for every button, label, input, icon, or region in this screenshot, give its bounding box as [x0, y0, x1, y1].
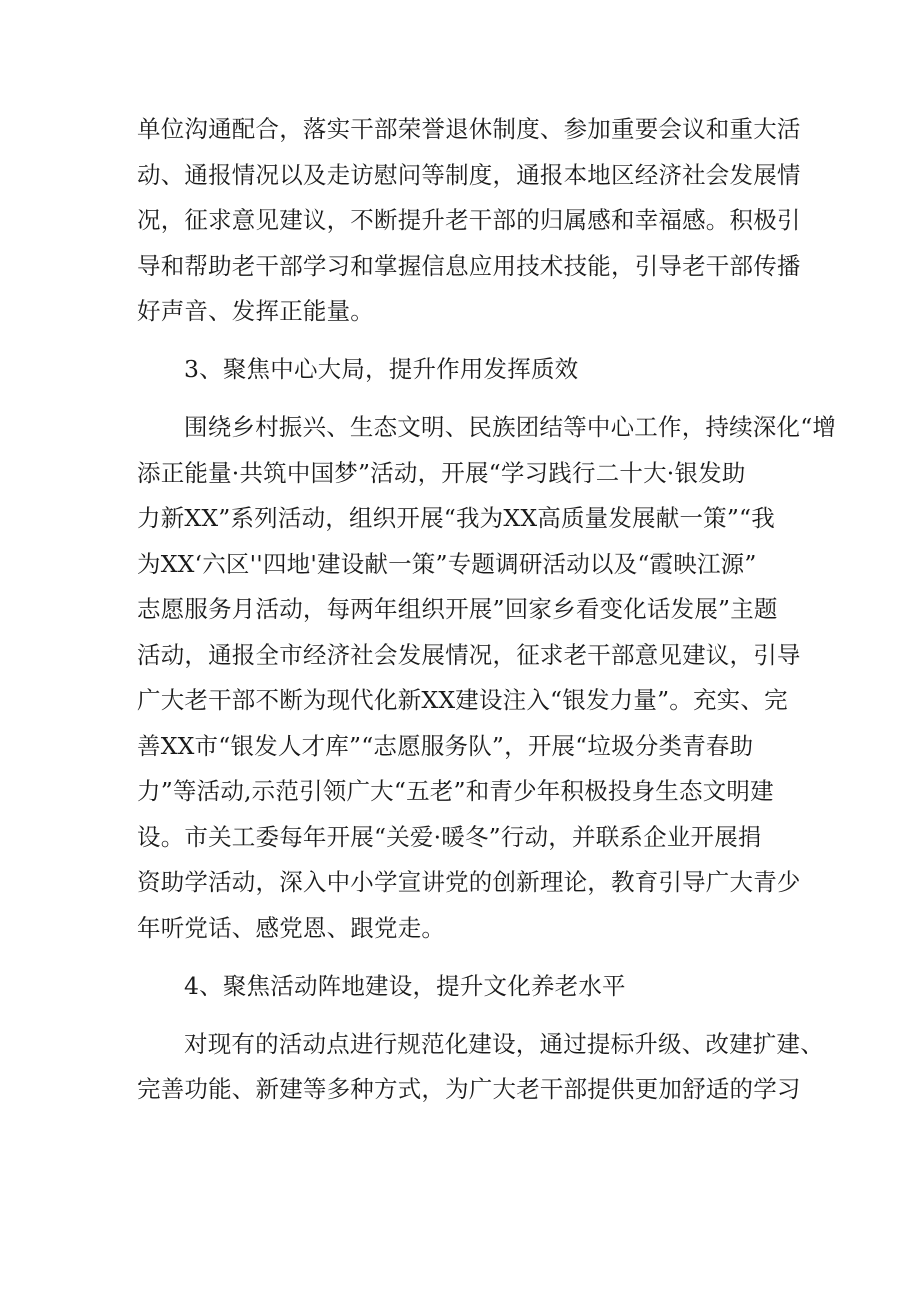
paragraph-line: 单位沟通配合，落实干部荣誉退休制度、参加重要会议和重大活: [137, 115, 801, 143]
paragraph-1: [137, 112, 801, 328]
paragraph-line: 动、通报情况以及走访慰问等制度，通报本地区经济社会发展情: [137, 160, 801, 189]
paragraph-line: 善XX市“银发人才库”“志愿服务队”，开展“垃圾分类青春助: [137, 731, 754, 760]
paragraph-line: 况，征求意见建议，不断提升老干部的归属感和幸福感。积极引: [137, 206, 801, 234]
paragraph-line: 为XX‘六区''四地'建设献一策”专题调研活动以及“霞映江源”: [137, 549, 757, 578]
paragraph-line: 设。市关工委每年开展“关爱·暖冬”行动，并联系企业开展捐: [137, 822, 762, 851]
section-heading-3: 3、聚焦中心大局，提升作用发挥质效: [184, 355, 579, 383]
paragraph-line: 导和帮助老干部学习和掌握信息应用技术技能，引导老干部传播: [137, 251, 801, 280]
paragraph-line: 广大老干部不断为现代化新XX建设注入“银发力量”。充实、完: [137, 686, 788, 714]
paragraph-line: 志愿服务月活动，每两年组织开展”回家乡看变化话发展”主题: [137, 595, 778, 623]
document-body: [137, 112, 837, 1106]
paragraph-line: 好声音、发挥正能量。: [137, 297, 374, 325]
paragraph-line: 添正能量·共筑中国梦”活动，开展“学习践行二十大·银发助: [137, 458, 746, 487]
paragraph-line: 对现有的活动点进行规范化建设，通过提标升级、改建扩建、: [184, 1029, 824, 1058]
paragraph-line: 资助学活动，深入中小学宣讲党的创新理论，教育引导广大青少: [137, 868, 801, 896]
paragraph-line: 围绕乡村振兴、生态文明、民族团结等中心工作，持续深化“增: [184, 413, 837, 441]
section-heading-4: 4、聚焦活动阵地建设，提升文化养老水平: [184, 971, 626, 1000]
paragraph-3: [137, 1027, 824, 1107]
paragraph-line: 力”等活动,示范引领广大“五老”和青少年积极投身生态文明建: [137, 777, 774, 805]
paragraph-2: [137, 410, 837, 945]
paragraph-line: 力新XX”系列活动，组织开展“我为XX高质量发展献一策”“我: [137, 504, 775, 532]
paragraph-line: 年听党话、感党恩、跟党走。: [137, 913, 446, 942]
paragraph-line: 活动，通报全市经济社会发展情况，征求老干部意见建议，引导: [137, 640, 801, 669]
paragraph-line: 完善功能、新建等多种方式，为广大老干部提供更加舒适的学习: [137, 1075, 801, 1103]
